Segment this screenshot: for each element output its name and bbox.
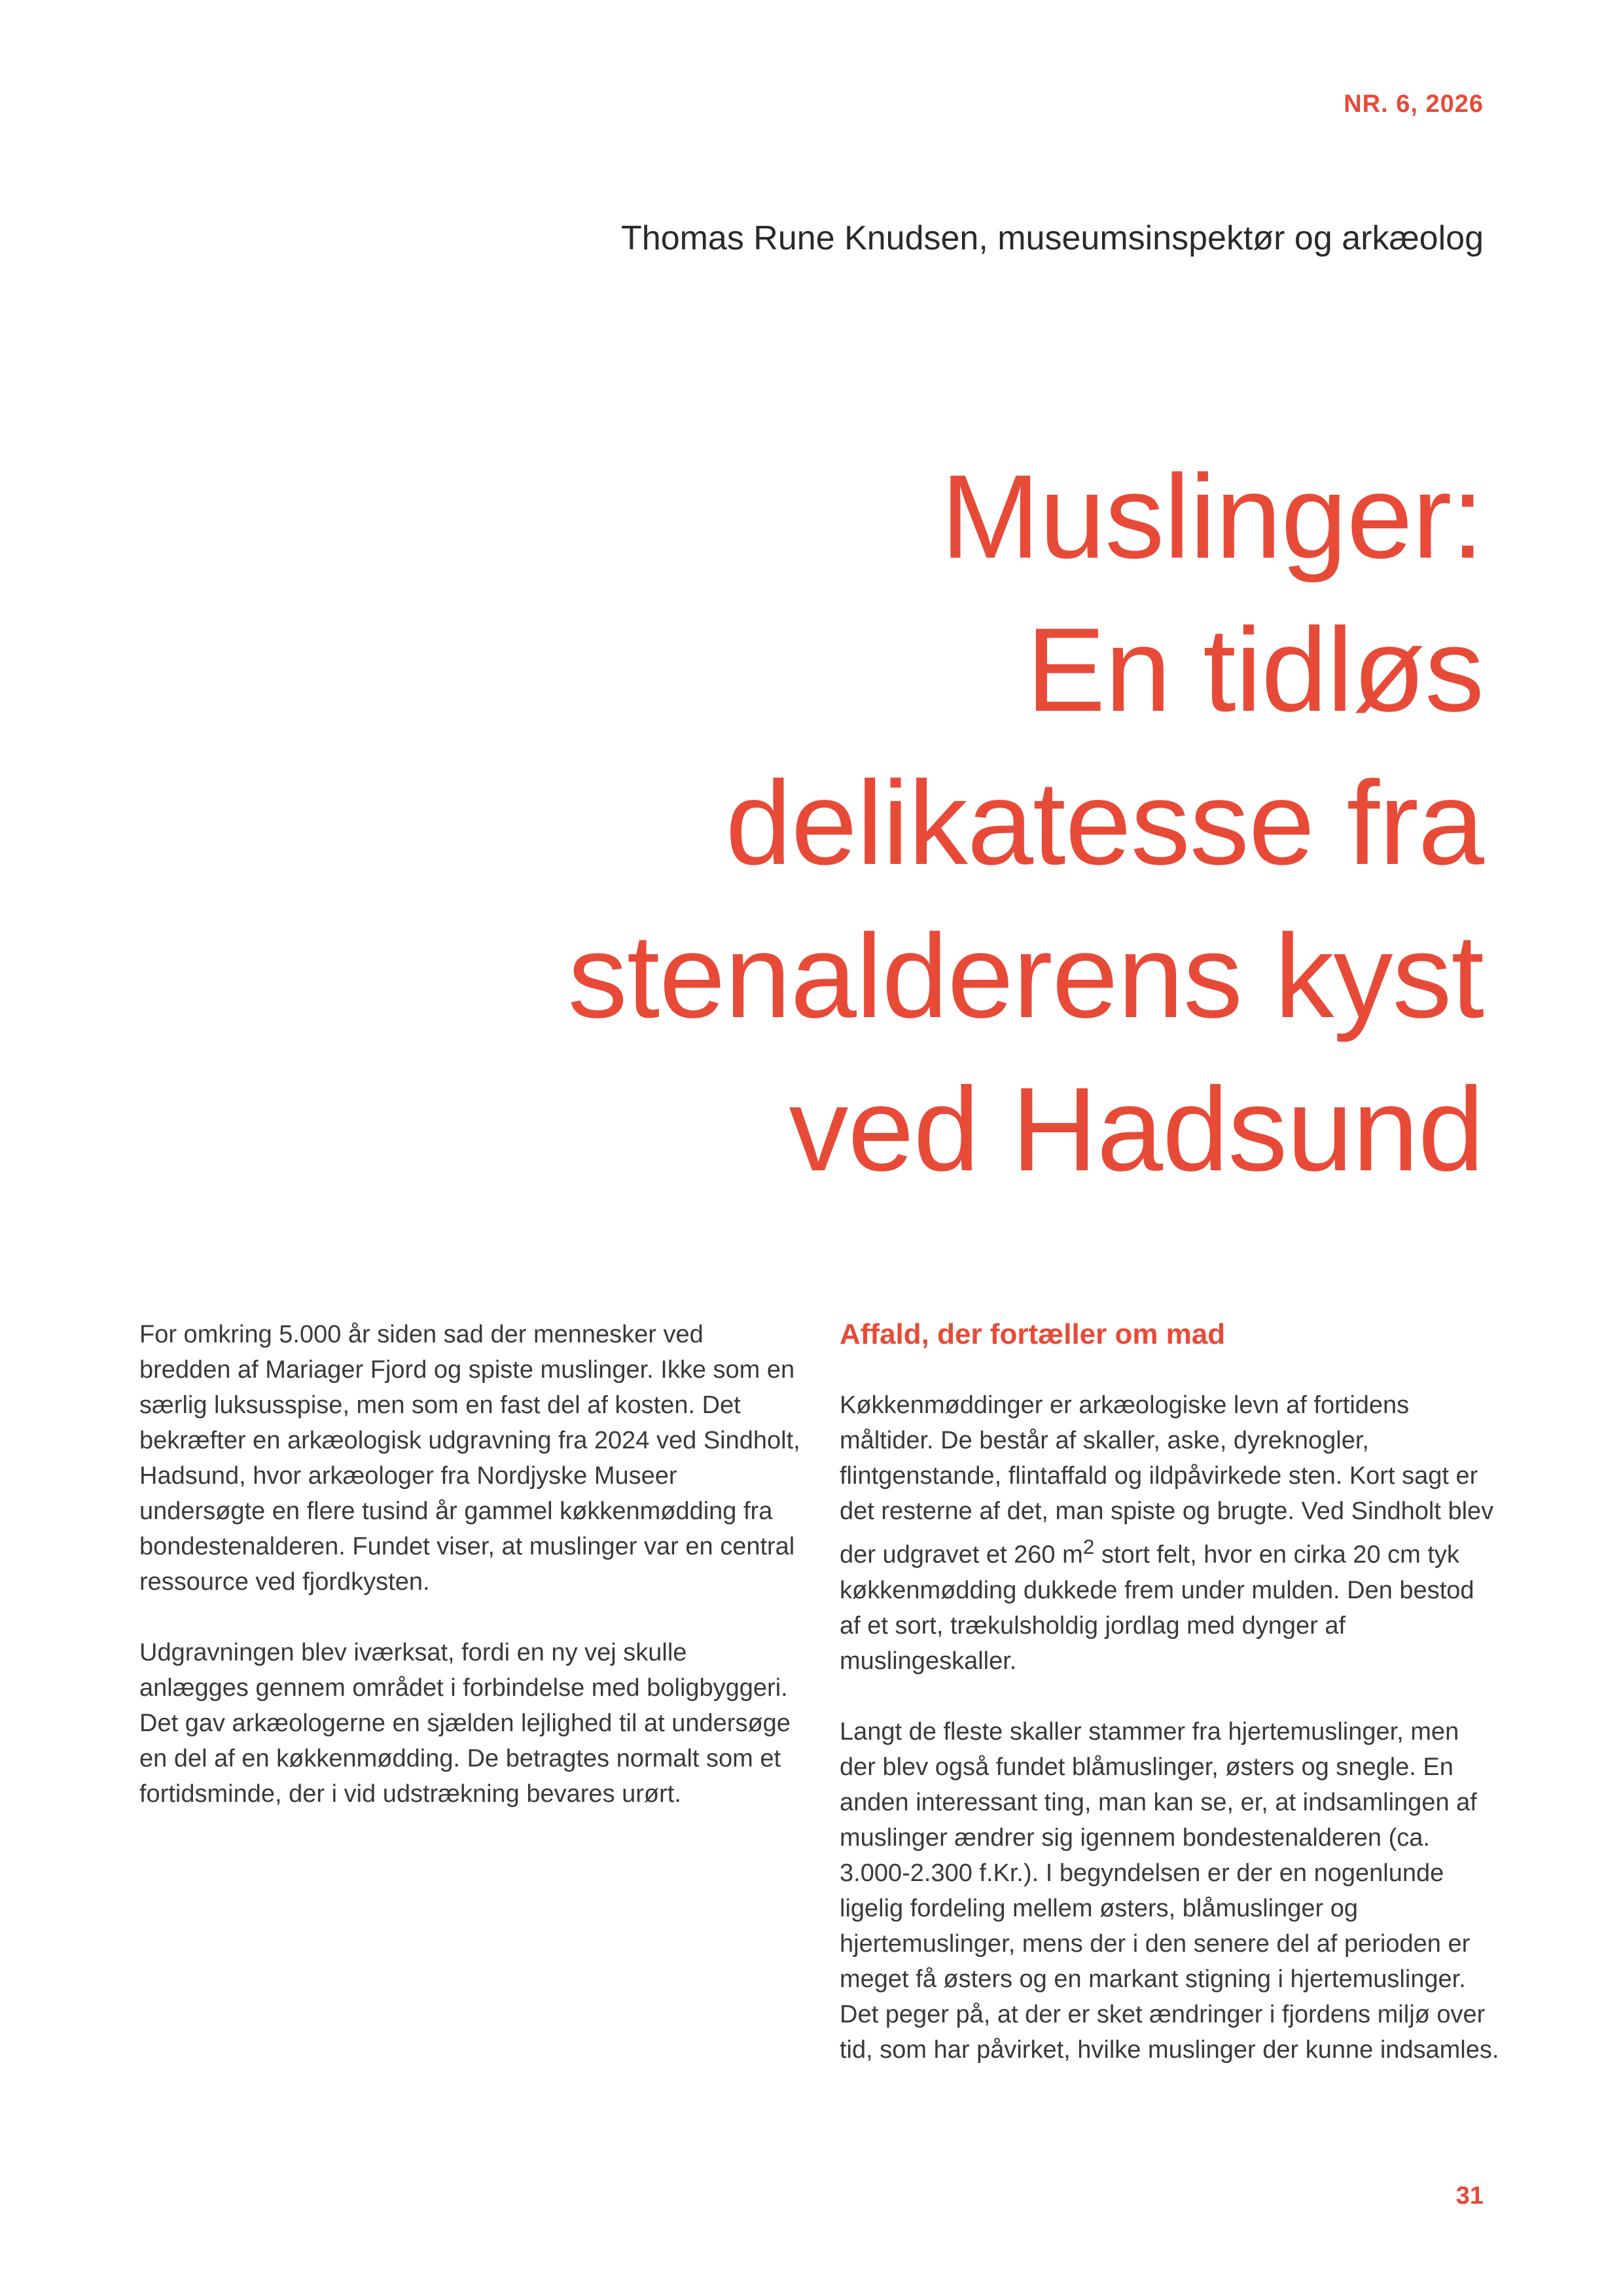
body-paragraph: Udgravningen blev iværksat, fordi en ny vej skulle anlægges gennem området i forbindelse med boligbyggeri. Det gav arkæologerne en sjælden lejlighed til at undersøge en del af en køkkenmødding. De betragtes normalt som et fortidsminde, der i vid udstrækning bevares urørt. [139,1639,791,1808]
paragraph-text: stort felt, hvor en cirka 20 cm tyk køkkenmødding dukkede frem under mulden. Den bestod af et sort, trækulsholdig jordlag med dynger af muslingeskaller. [840,1541,1474,1675]
title-line: En tidløs [1026,603,1484,736]
author-byline: Thomas Rune Knudsen, museumsinspektør og arkæolog [621,219,1484,257]
issue-number: NR. 6, 2026 [1344,90,1484,118]
article-title [240,440,1484,1206]
title-line: delikatesse fra [725,756,1484,889]
title-line: Muslinger: [940,450,1484,583]
page-number: 31 [1455,2182,1484,2210]
body-paragraph: For omkring 5.000 år siden sad der mennesker ved bredden af Mariager Fjord og spiste muslinger. Ikke som en særlig luksusspise, men som en fast del af kosten. Det bekræfter en arkæologisk udgravning fra 2024 ved Sindholt, Hadsund, hvor arkæologer fra Nordjyske Museer undersøgte en flere tusind år gammel køkkenmødding fra bondestenalderen. Fundet viser, at muslinger var en central ressource ved fjordkysten. [139,1321,800,1596]
body-paragraph [840,1388,1501,1679]
title-line: ved Hadsund [789,1062,1484,1196]
superscript-two: 2 [1082,1535,1095,1558]
title-line: stenalderens kyst [567,909,1484,1043]
section-subheading: Affald, der fortæller om mad [840,1318,1226,1350]
body-paragraph: Langt de fleste skaller stammer fra hjertemuslinger, men der blev også fundet blåmuslinger, østers og snegle. En anden interessant ting, man kan se, er, at indsamlingen af muslinger ændrer sig igennem bondestenalderen (ca. 3.000-2.300 f.Kr.). I begyndelsen er der en nogenlunde ligelig fordeling mellem østers, blåmuslinger og hjertemuslinger, mens der i den senere del af perioden er meget få østers og en markant stigning i hjertemuslinger. Det peger på, at der er sket ændringer i fjordens miljø over tid, som har påvirket, hvilke muslinger der kunne indsamles. [840,1717,1499,2064]
paragraph-text: Køkkenmøddinger er arkæologiske levn af fortidens måltider. De består af skaller, aske, dyreknogler, flintgenstande, flintaffald og ildpåvirkede sten. Kort sagt er det resterne af det, man spiste og brugte. Ved Sindholt blev der udgravet et 260 m [840,1391,1494,1569]
left-column [139,1317,800,1847]
right-column [840,1317,1501,2103]
